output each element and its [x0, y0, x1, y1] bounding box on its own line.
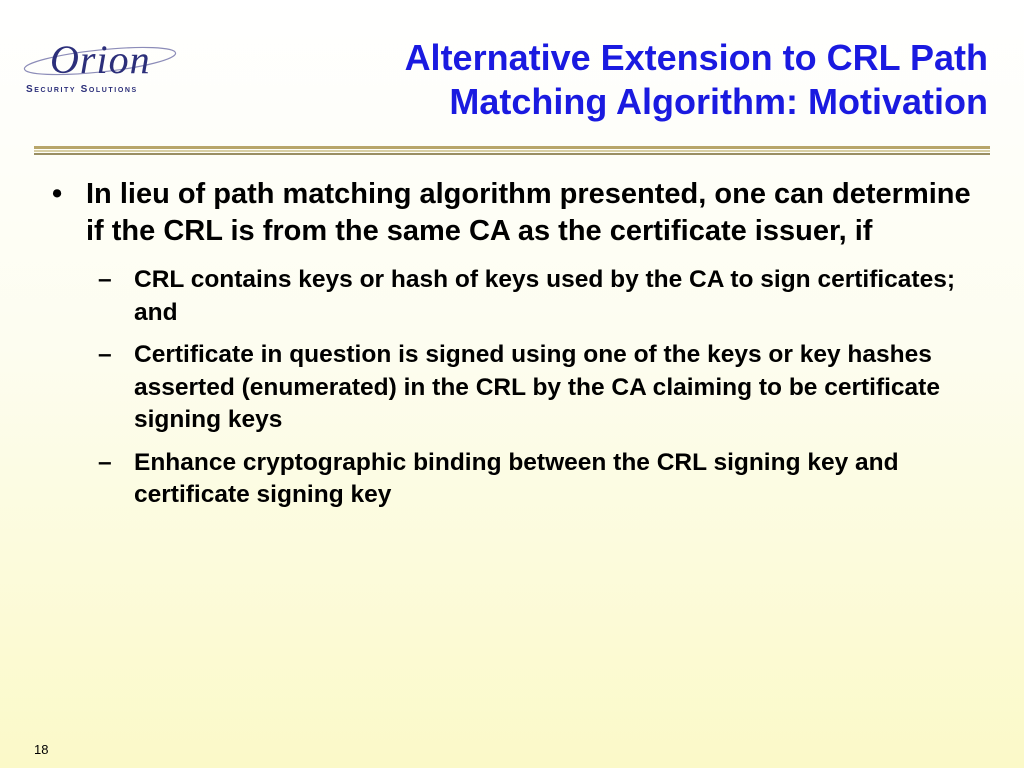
dash-icon: –	[98, 341, 112, 368]
slide-number: 18	[34, 742, 49, 757]
sub-bullet-text: Enhance cryptographic binding between the CRL signing key and certificate signing key	[134, 448, 899, 508]
sub-bullet-item	[52, 264, 972, 329]
sub-bullet-text: Certificate in question is signed using one of the keys or key hashes asserted (enumerated) in the CRL by the CA claiming to be certificate signing keys	[134, 341, 940, 433]
bullet-dot-icon: •	[52, 178, 63, 210]
slide-title-line-1: Alternative Extension to CRL Path	[404, 37, 988, 78]
sub-bullet-text: CRL contains keys or hash of keys used by the CA to sign certificates; and	[134, 266, 955, 326]
slide-title	[228, 36, 988, 124]
orion-logo	[22, 28, 192, 100]
dash-icon: –	[98, 448, 112, 476]
bullet-text: In lieu of path matching algorithm presented, one can determine if the CRL is from the same CA as the certificate issuer, if	[86, 178, 971, 247]
sub-bullet-item	[52, 339, 972, 437]
title-divider	[34, 146, 990, 155]
logo-tagline: Security Solutions	[26, 84, 138, 95]
slide-title-line-2: Matching Algorithm: Motivation	[449, 81, 988, 122]
slide-body	[52, 176, 972, 512]
logo-wordmark: Orion	[50, 37, 151, 82]
dash-icon: –	[98, 266, 112, 293]
sub-bullet-item	[52, 447, 972, 512]
bullet-item	[52, 176, 972, 250]
